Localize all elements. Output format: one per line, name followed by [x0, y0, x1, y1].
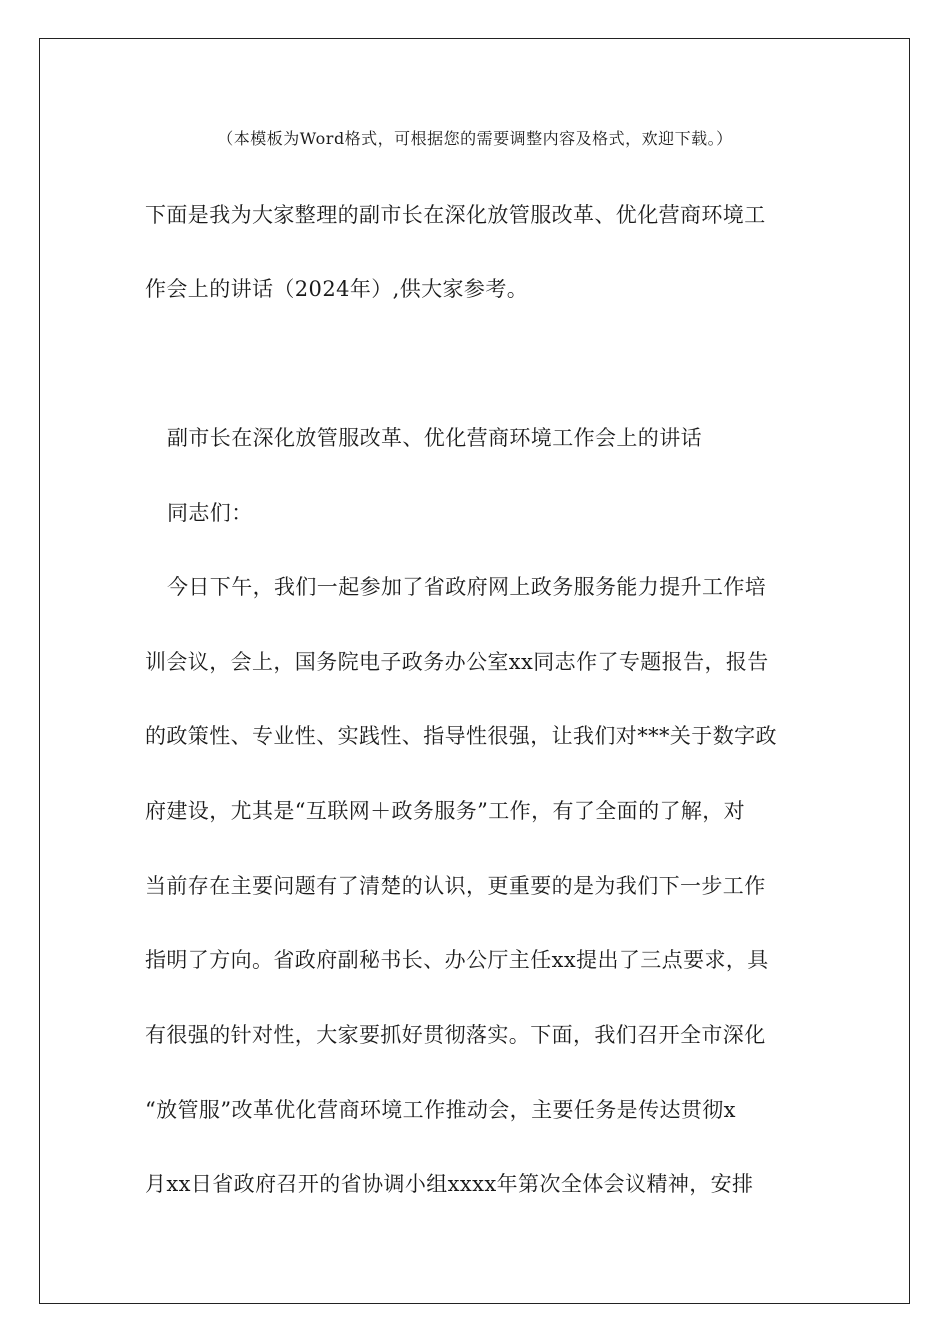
body-line-5: 当前存在主要问题有了清楚的认识，更重要的是为我们下一步工作 — [145, 874, 766, 898]
salutation: 同志们： — [167, 501, 253, 525]
body-line-9: 月xx日省政府召开的省协调小组xxxx年第次全体会议精神，安排 — [145, 1172, 754, 1196]
template-note: （本模板为Word格式，可根据您的需要调整内容及格式，欢迎下载。） — [217, 129, 733, 148]
intro-line-1: 下面是我为大家整理的副市长在深化放管服改革、优化营商环境工 — [145, 203, 766, 227]
body-line-3: 的政策性、专业性、实践性、指导性很强，让我们对***关于数字政 — [145, 724, 777, 748]
speech-title: 副市长在深化放管服改革、优化营商环境工作会上的讲话 — [167, 426, 702, 450]
body-line-7: 有很强的针对性，大家要抓好贯彻落实。下面，我们召开全市深化 — [145, 1023, 766, 1047]
intro-line-2: 作会上的讲话（2024年）,供大家参考。 — [145, 277, 529, 301]
body-line-6: 指明了方向。省政府副秘书长、办公厅主任xx提出了三点要求，具 — [145, 948, 769, 972]
body-line-1: 今日下午，我们一起参加了省政府网上政务服务能力提升工作培 — [167, 575, 767, 599]
body-line-2: 训会议，会上，国务院电子政务办公室xx同志作了专题报告，报告 — [145, 650, 769, 674]
body-line-8: “放管服”改革优化营商环境工作推动会，主要任务是传达贯彻x — [145, 1098, 736, 1122]
body-line-4: 府建设，尤其是“互联网＋政务服务”工作，有了全面的了解，对 — [145, 799, 746, 823]
